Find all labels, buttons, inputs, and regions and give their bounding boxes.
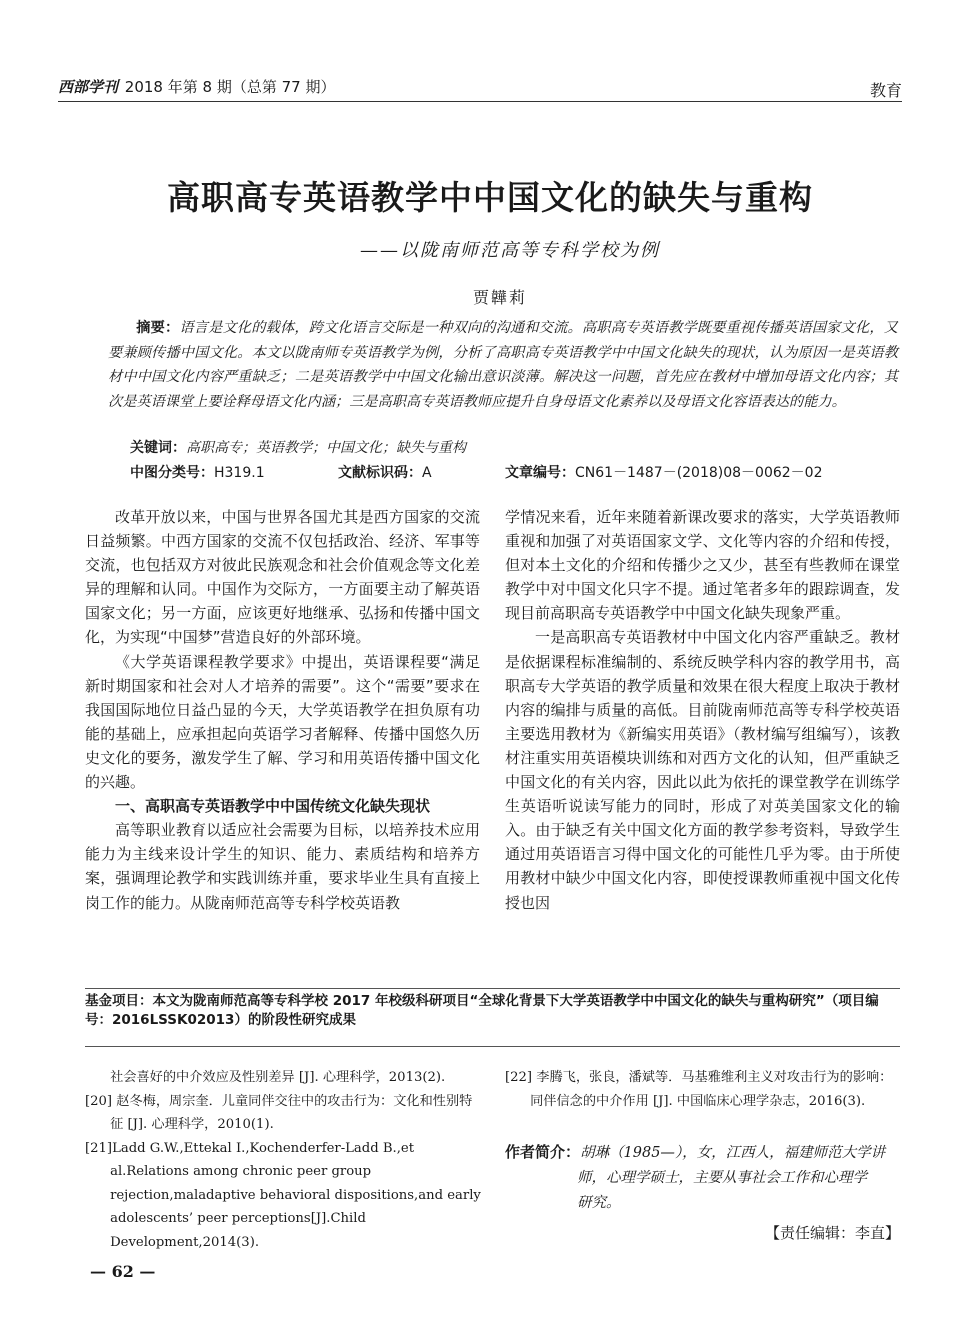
references-left (85, 1066, 483, 1254)
section-heading: 一、高职高专英语教学中中国传统文化缺失现状 (115, 797, 431, 816)
abstract-text: 语言是文化的载体，跨文化语言交际是一种双向的沟通和交流。高职高专英语教学既要重视传播英语国家文化，又要兼顾传播中国文化。本文以陇南师专英语教学为例，分析了高职高专英语教学中中国文化缺失的现状，认为原因一是英语教材中中国文化内容严重缺乏；二是英语教学中中国文化输出意识淡薄。解决这一问题，首先应在教材中增加母语文化内容；其次是英语课堂上要诠释母语文化内涵；三是高职高专英语教师应提升自身母语文化素养以及母语文化容语表达的能力。 (108, 320, 898, 410)
author-introduction: 作者简介：胡琳（1985—），女，江西人，福建师范大学讲 师，心理学硕士，主要从事社会工作和心理学 研究。 (505, 1143, 886, 1211)
paragraph: 一是高职高专英语教材中中国文化内容严重缺乏。教材是依据课程标准编制的、系统反映学科内容的教学用书，高职高专大学英语的教学质量和效果在很大程度上取决于教材内容的编排与质量的高低。目前陇南师范高等专科学校英语主要选用教材为《新编实用英语》（教材编写组编写），该教材注重实用英语模块训练和对西方文化的认知，但严重缺乏中国文化的有关内容，因此以此为依托的课堂教学在训练学生英语听说读写能力的同时，形成了对英美国家文化的输入。由于缺乏有关中国文化方面的教学参考资料，导致学生通过用英语语言习得中国文化的可能性几乎为零。由于所使用教材中缺少中国文化内容，即使授课教师重视中国文化传授也因 (505, 628, 900, 912)
header-divider (58, 101, 902, 102)
clc-number: 中图分类号：H319.1 (130, 465, 265, 481)
paragraph: 高等职业教育以适应社会需要为目标，以培养技术应用能力为主线来设计学生的知识、能力、素质结构和培养方案，强调理论教学和实践训练并重，要求毕业生具有直接上岗工作的能力。从陇南师范高等专科学校英语教 (85, 821, 480, 912)
reference-item: [22] 李腾飞，张良，潘斌等．马基雅维利主义对攻击行为的影响：同伴信念的中介作用 [J]. 中国临床心理学杂志，2016(3). (505, 1070, 893, 1109)
journal-logo: 西部学刊 (58, 78, 119, 96)
responsible-editor: 【责任编辑：李直】 (764, 1224, 900, 1242)
footnote-divider (85, 988, 900, 989)
issue-info: 2018 年第 8 期（总第 77 期） (124, 78, 336, 96)
article-subtitle: ——以陇南师范高等专科学校为例 (360, 240, 660, 261)
page-number: — 62 — (90, 1262, 156, 1281)
keywords-text: 高职高专；英语教学；中国文化；缺失与重构 (186, 440, 466, 456)
footnote-divider-bottom (85, 1046, 900, 1047)
reference-item: [20] 赵冬梅，周宗奎．儿童同伴交往中的攻击行为：文化和性别特征 [J]. 心理科学，2010(1). (85, 1093, 473, 1132)
paragraph: 改革开放以来，中国与世界各国尤其是西方国家的交流日益频繁。中西方国家的交流不仅包括政治、经济、军事等交流，也包括双方对彼此民族观念和社会价值观念等文化差异的理解和认同。中国作为交际方，一方面要主动了解英语国家文化；另一方面，应该更好地继承、弘扬和传播中国文化，为实现“中国梦”营造良好的外部环境。 (85, 508, 480, 647)
author-intro-label: 作者简介： (505, 1143, 581, 1161)
keywords (130, 437, 466, 457)
abstract (108, 316, 898, 414)
document-code: 文献标识码：A (338, 465, 432, 481)
reference-item: [21]Ladd G.W.,Ettekal I.,Kochenderfer-Ladd B.,et al.Relations among chronic peer group rejection,maladaptive behavioral dispositions,and early adolescents’ peer perceptions[J].Child Development,2014(3). (85, 1140, 481, 1250)
article-number: 文章编号：CN61－1487－(2018)08－0062－02 (505, 465, 823, 481)
body-column-right (505, 505, 900, 915)
reference-item: 社会喜好的中介效应及性别差异 [J]. 心理科学，2013(2). (110, 1070, 446, 1085)
keywords-label: 关键词： (130, 440, 186, 456)
abstract-label: 摘要： (136, 320, 180, 336)
references-right (505, 1066, 903, 1113)
article-title: 高职高专英语教学中中国文化的缺失与重构 (167, 178, 813, 217)
funding-note: 基金项目：本文为陇南师范高等专科学校 2017 年校级科研项目“全球化背景下大学英语教学中中国文化的缺失与重构研究”（项目编号：2016LSSK02013）的阶段性研究成果 (85, 993, 879, 1028)
article-author: 贾韡莉 (472, 288, 527, 307)
journal-header (58, 76, 335, 97)
paragraph: 《大学英语课程教学要求》中提出，英语课程要“满足新时期国家和社会对人才培养的需要”。这个“需要”要求在我国国际地位日益凸显的今天，大学英语教学在担负原有功能的基础上，应承担起向英语学习者解释、传播中国悠久历史文化的要务，激发学生了解、学习和用英语传播中国文化的兴趣。 (85, 652, 480, 792)
paragraph: 学情况来看，近年来随着新课改要求的落实，大学英语教师重视和加强了对英语国家文学、文化等内容的介绍和传授，但对本土文化的介绍和传播少之又少，甚至有些教师在课堂教学中对中国文化只字不提。通过笔者多年的跟踪调查，发现目前高职高专英语教学中中国文化缺失现象严重。 (505, 508, 900, 623)
body-column-left (85, 505, 480, 915)
section-label: 教育 (869, 81, 902, 100)
